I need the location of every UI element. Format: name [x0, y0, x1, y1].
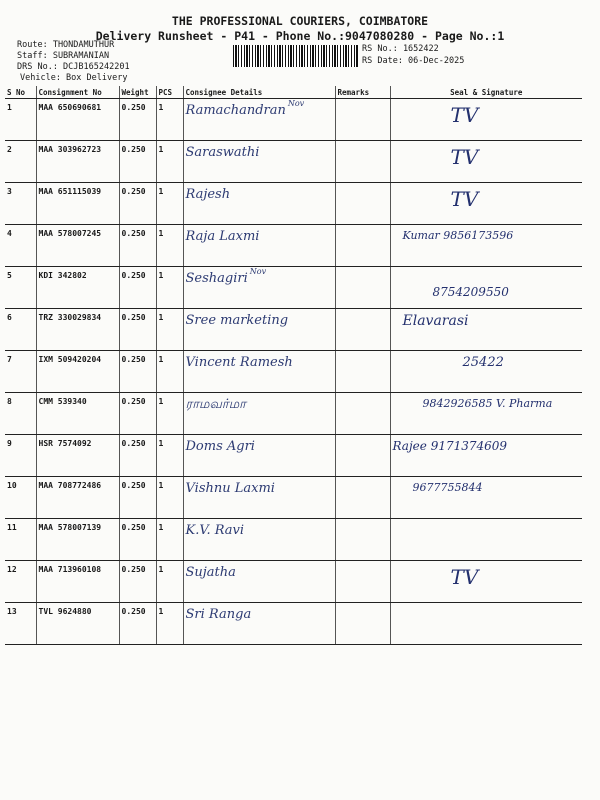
row-signature: [390, 435, 582, 477]
consignee-handwriting: Raja Laxmi: [185, 229, 260, 244]
row-pcs: 1: [156, 309, 183, 351]
row-consignee: [183, 99, 335, 141]
row-pcs: 1: [156, 351, 183, 393]
consignee-handwriting: Sree marketing: [185, 313, 289, 328]
row-sno: 9: [5, 435, 36, 477]
drs-label: DRS No.: DCJB165242201: [17, 62, 130, 72]
row-consignment-no: MAA 708772486: [36, 477, 119, 519]
table-row: [5, 309, 582, 351]
row-consignee: [183, 309, 335, 351]
row-consignment-no: IXM 509420204: [36, 351, 119, 393]
row-pcs: 1: [156, 267, 183, 309]
row-pcs: 1: [156, 477, 183, 519]
row-consignee: [183, 267, 335, 309]
row-signature: [390, 309, 582, 351]
row-pcs: 1: [156, 561, 183, 603]
row-consignee: [183, 603, 335, 645]
row-signature: [390, 225, 582, 267]
row-consignment-no: MAA 303962723: [36, 141, 119, 183]
row-signature: [390, 267, 582, 309]
signature-ink: 25422: [462, 355, 504, 370]
row-sno: 10: [5, 477, 36, 519]
row-signature: [390, 519, 582, 561]
row-consignee: [183, 183, 335, 225]
company-title: THE PROFESSIONAL COURIERS, COIMBATORE: [171, 14, 429, 28]
row-remarks: [335, 435, 390, 477]
row-signature: [390, 561, 582, 603]
row-remarks: [335, 99, 390, 141]
row-consignee: [183, 225, 335, 267]
staff-label: Staff: SUBRAMANIAN: [17, 51, 110, 61]
consignee-handwriting: Ramachandran: [185, 103, 286, 118]
row-weight: 0.250: [119, 267, 156, 309]
row-remarks: [335, 267, 390, 309]
vehicle-label: Vehicle: Box Delivery: [20, 73, 128, 83]
signature-ink: 9842926585 V. Pharma: [422, 397, 553, 410]
table-row: [5, 225, 582, 267]
row-signature: [390, 183, 582, 225]
row-sno: 2: [5, 141, 36, 183]
row-consignment-no: MAA 578007139: [36, 519, 119, 561]
row-pcs: 1: [156, 393, 183, 435]
row-remarks: [335, 183, 390, 225]
row-consignment-no: CMM 539340: [36, 393, 119, 435]
table-row: [5, 267, 582, 309]
table-row: [5, 477, 582, 519]
col-remarks: Remarks: [335, 86, 390, 99]
row-weight: 0.250: [119, 351, 156, 393]
row-weight: 0.250: [119, 393, 156, 435]
rs-number: RS No.: 1652422: [362, 44, 439, 54]
table-row: [5, 603, 582, 645]
runsheet-table: [5, 86, 582, 645]
signature-ink: 8754209550: [432, 285, 509, 299]
row-signature: [390, 603, 582, 645]
row-weight: 0.250: [119, 603, 156, 645]
row-consignment-no: KDI 342802: [36, 267, 119, 309]
row-sno: 3: [5, 183, 36, 225]
route-label: Route: THONDAMUTHUR: [17, 40, 115, 50]
table-row: [5, 141, 582, 183]
row-signature: [390, 99, 582, 141]
rs-date: RS Date: 06-Dec-2025: [362, 56, 465, 66]
row-signature: [390, 477, 582, 519]
row-consignment-no: MAA 713960108: [36, 561, 119, 603]
row-remarks: [335, 561, 390, 603]
table-row: [5, 99, 582, 141]
row-weight: 0.250: [119, 435, 156, 477]
row-sno: 12: [5, 561, 36, 603]
row-consignment-no: TRZ 330029834: [36, 309, 119, 351]
row-sno: 8: [5, 393, 36, 435]
col-consignment: Consignment No: [36, 86, 119, 99]
table-row: [5, 561, 582, 603]
row-weight: 0.250: [119, 225, 156, 267]
consignee-note: Nov: [287, 99, 305, 108]
row-consignee: [183, 519, 335, 561]
row-weight: 0.250: [119, 561, 156, 603]
signature-ink: TV: [450, 565, 479, 589]
table-row: [5, 393, 582, 435]
consignee-handwriting: Rajesh: [185, 187, 231, 202]
row-consignment-no: MAA 578007245: [36, 225, 119, 267]
table-header-row: [5, 86, 582, 99]
consignee-handwriting: Seshagiri: [185, 271, 248, 286]
row-signature: [390, 141, 582, 183]
row-signature: [390, 351, 582, 393]
consignee-handwriting: Vishnu Laxmi: [185, 481, 275, 496]
table-row: [5, 351, 582, 393]
col-sno: S No: [5, 86, 36, 99]
row-pcs: 1: [156, 519, 183, 561]
signature-ink: TV: [450, 103, 479, 127]
signature-ink: TV: [450, 145, 479, 169]
row-pcs: 1: [156, 99, 183, 141]
row-sno: 4: [5, 225, 36, 267]
row-pcs: 1: [156, 603, 183, 645]
row-sno: 1: [5, 99, 36, 141]
signature-ink: Elavarasi: [402, 313, 469, 329]
consignee-handwriting: Vincent Ramesh: [185, 355, 293, 370]
row-remarks: [335, 309, 390, 351]
row-remarks: [335, 225, 390, 267]
row-sno: 13: [5, 603, 36, 645]
table-row: [5, 519, 582, 561]
col-weight: Weight: [119, 86, 156, 99]
signature-ink: 9677755844: [412, 481, 483, 494]
row-weight: 0.250: [119, 183, 156, 225]
col-signature: Seal & Signature: [390, 86, 582, 99]
consignee-handwriting: ராமவர்மா: [185, 397, 246, 412]
table-row: [5, 435, 582, 477]
row-consignment-no: MAA 650690681: [36, 99, 119, 141]
row-consignee: [183, 393, 335, 435]
row-consignment-no: HSR 7574092: [36, 435, 119, 477]
row-weight: 0.250: [119, 141, 156, 183]
row-remarks: [335, 519, 390, 561]
runsheet-subtitle: Delivery Runsheet - P41 - Phone No.:9047080280 - Page No.:1: [95, 29, 505, 43]
row-signature: [390, 393, 582, 435]
row-remarks: [335, 141, 390, 183]
row-remarks: [335, 477, 390, 519]
col-pcs: PCS: [156, 86, 183, 99]
row-consignee: [183, 141, 335, 183]
row-consignee: [183, 351, 335, 393]
consignee-handwriting: Sujatha: [185, 565, 236, 580]
row-weight: 0.250: [119, 477, 156, 519]
row-consignment-no: MAA 651115039: [36, 183, 119, 225]
barcode: [233, 45, 358, 67]
signature-ink: TV: [450, 187, 479, 211]
row-remarks: [335, 393, 390, 435]
row-sno: 5: [5, 267, 36, 309]
consignee-handwriting: Sri Ranga: [185, 607, 252, 622]
signature-ink: Rajee 9171374609: [392, 439, 508, 453]
consignee-handwriting: Doms Agri: [185, 439, 255, 454]
row-sno: 7: [5, 351, 36, 393]
signature-ink: Kumar 9856173596: [402, 229, 514, 242]
row-weight: 0.250: [119, 519, 156, 561]
row-remarks: [335, 351, 390, 393]
row-weight: 0.250: [119, 99, 156, 141]
consignee-note: Nov: [249, 267, 267, 276]
row-remarks: [335, 603, 390, 645]
row-pcs: 1: [156, 225, 183, 267]
row-consignee: [183, 435, 335, 477]
row-pcs: 1: [156, 141, 183, 183]
row-weight: 0.250: [119, 309, 156, 351]
row-sno: 6: [5, 309, 36, 351]
table-row: [5, 183, 582, 225]
col-consignee: Consignee Details: [183, 86, 335, 99]
consignee-handwriting: Saraswathi: [185, 145, 260, 160]
row-sno: 11: [5, 519, 36, 561]
row-consignee: [183, 477, 335, 519]
row-consignment-no: TVL 9624880: [36, 603, 119, 645]
consignee-handwriting: K.V. Ravi: [185, 523, 245, 538]
row-pcs: 1: [156, 435, 183, 477]
row-consignee: [183, 561, 335, 603]
row-pcs: 1: [156, 183, 183, 225]
